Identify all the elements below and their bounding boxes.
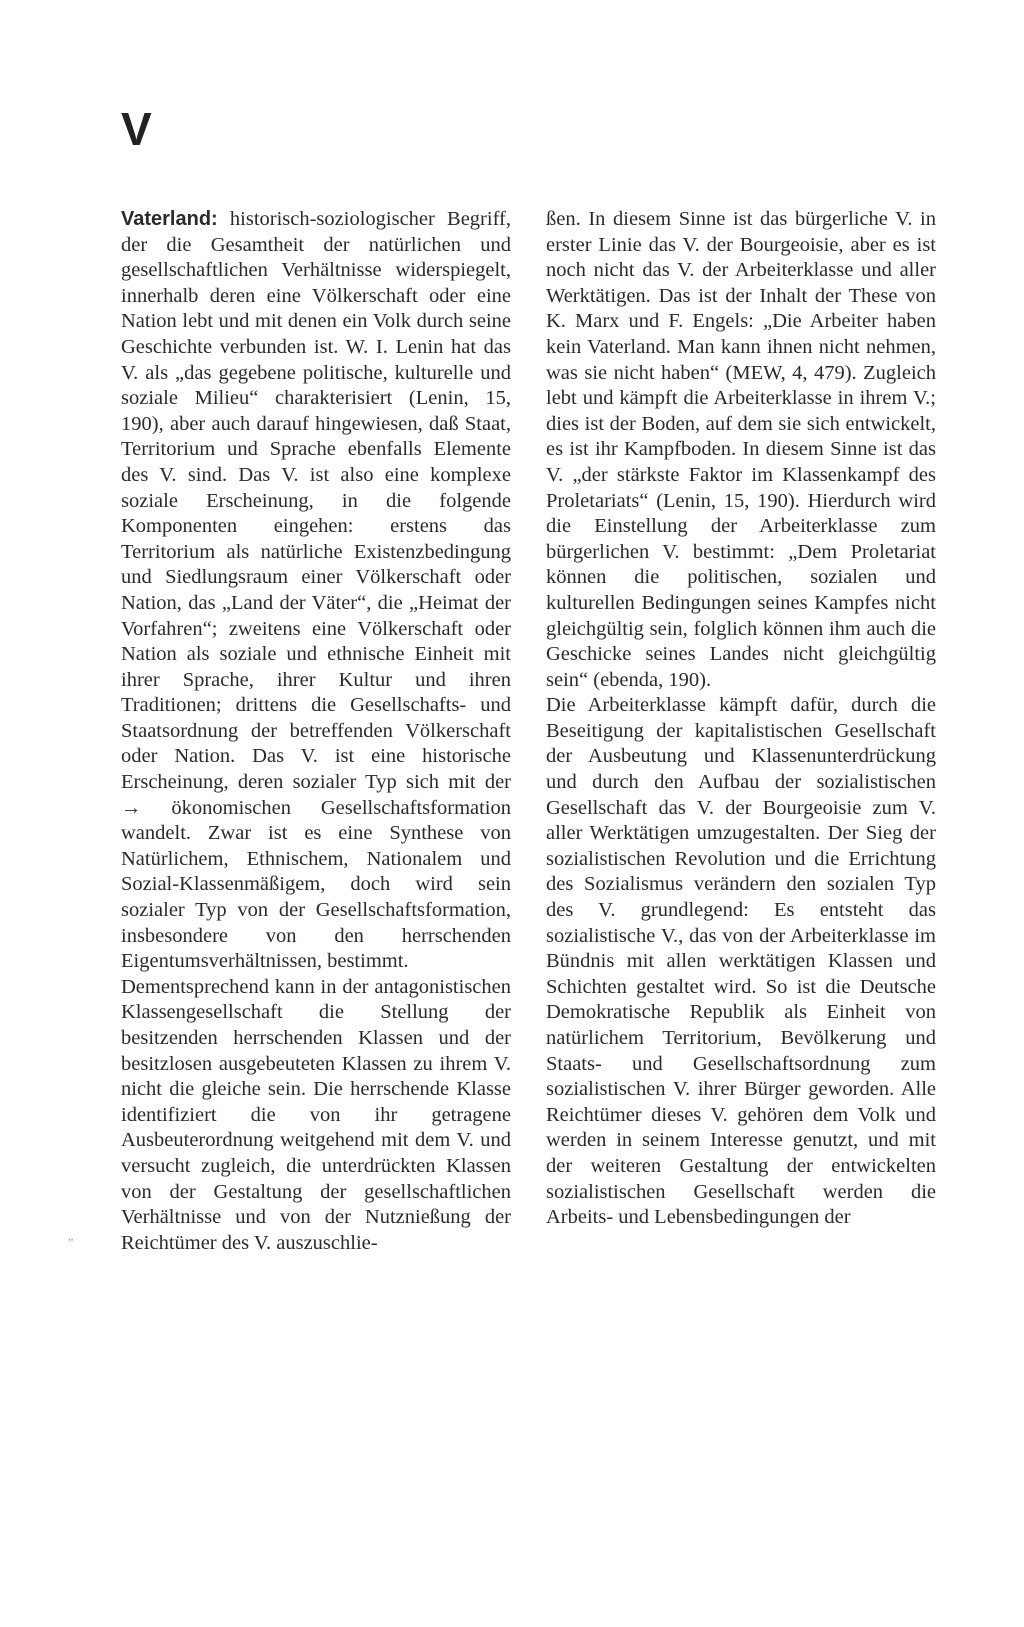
headword: Vaterland:	[121, 208, 218, 230]
paragraph-2: Dementsprechend kann in der antagonistischen Klassengesellschaft die Stellung der besitzenden herrschenden Klassen und der besitzlosen ausgebeuteten Klassen zu ihrem V. nicht die gleiche sein. Die herrschende Klasse identifiziert die von ihr getragene Ausbeuterordnung weitgehend mit dem V. und versucht zugleich, die unterdrückten Klassen von der Gestaltung der gesellschaftlichen Verhältnisse und von der Nutznießung der Reichtümer des V. auszuschlie-	[121, 975, 511, 1254]
stray-mark: ”	[68, 1235, 74, 1249]
paragraph-4: Die Arbeiterklasse kämpft dafür, durch die Beseitigung der kapitalistischen Gesellschaft der Ausbeutung und Klassenunterdrückung und durch den Aufbau der sozialistischen Gesellschaft das V. der Bourgeoisie zum V. aller Werktätigen umzugestalten. Der Sieg der sozialistischen Revolution und die Errichtung des Sozialismus verändern den sozialen Typ des V. grundlegend: Es entsteht das sozialistische V., das von der Arbeiterklasse im Bündnis mit allen werktätigen Klassen und Schichten gestaltet wird. So ist die Deutsche Demokratische Republik als Einheit von natürlichem Territorium, Bevölkerung und Staats- und Gesellschaftsordnung zum sozialistischen V. ihrer Bürger geworden. Alle Reichtümer dieses V. gehören dem Volk und werden in seinem Interesse genutzt, und mit der weiteren Gestaltung der entwickelten sozialistischen Gesellschaft werden die Arbeits- und Lebensbedingungen der	[546, 694, 936, 1229]
paragraph-1	[121, 207, 511, 975]
right-column	[546, 207, 936, 1231]
left-column	[121, 207, 511, 1256]
section-letter: V	[121, 103, 152, 155]
paragraph-3: ßen. In diesem Sinne ist das bürgerliche V. in erster Linie das V. der Bourgeoisie, aber es ist noch nicht das V. der Arbeiterklasse und aller Werktätigen. Das ist der Inhalt der These von K. Marx und F. Engels: „Die Arbeiter haben kein Vaterland. Man kann ihnen nicht nehmen, was sie nicht haben“ (MEW, 4, 479). Zugleich lebt und kämpft die Arbeiterklasse in ihrem V.; dies ist der Boden, auf dem sie sich entwickelt, es ist ihr Kampfboden. In diesem Sinne ist das V. „der stärkste Faktor im Klassenkampf des Proletariats“ (Lenin, 15, 190). Hierdurch wird die Einstellung der Arbeiterklasse zum bürgerlichen V. bestimmt: „Dem Proletariat können die politischen, sozialen und kulturellen Bedingungen seines Kampfes nicht gleichgültig sein, folglich können ihm auch die Geschicke seines Landes nicht gleichgültig sein“ (ebenda, 190).	[546, 208, 936, 691]
paragraph-1-text: historisch-soziologischer Begriff, der die Gesamtheit der natürlichen und gesellschaftlichen Verhältnisse widerspiegelt, innerhalb deren eine Völkerschaft oder eine Nation lebt und mit denen ein Volk durch seine Geschichte verbunden ist. W. I. Lenin hat das V. als „das gegebene politische, kulturelle und soziale Milieu“ charakterisiert (Lenin, 15, 190), aber auch darauf hingewiesen, daß Staat, Territorium und Sprache ebenfalls Elemente des V. sind. Das V. ist also eine komplexe soziale Erscheinung, in die folgende Komponenten eingehen: erstens das Territorium als natürliche Existenzbedingung und Siedlungsraum einer Völkerschaft oder Nation, das „Land der Väter“, die „Heimat der Vorfahren“; zweitens eine Völkerschaft oder Nation als soziale und ethnische Einheit mit ihrer Sprache, ihrer Kultur und ihren Traditionen; drittens die Gesellschafts- und Staatsordnung der betreffenden Völkerschaft oder Nation. Das V. ist eine historische Erscheinung, deren sozialer Typ sich mit der → ökonomischen Gesellschaftsformation wandelt. Zwar ist es eine Synthese von Natürlichem, Ethnischem, Nationalem und Sozial-Klassenmäßigem, doch wird sein sozialer Typ von der Gesellschaftsformation, insbesondere von den herrschenden Eigentumsverhältnissen, bestimmt.	[121, 208, 511, 973]
